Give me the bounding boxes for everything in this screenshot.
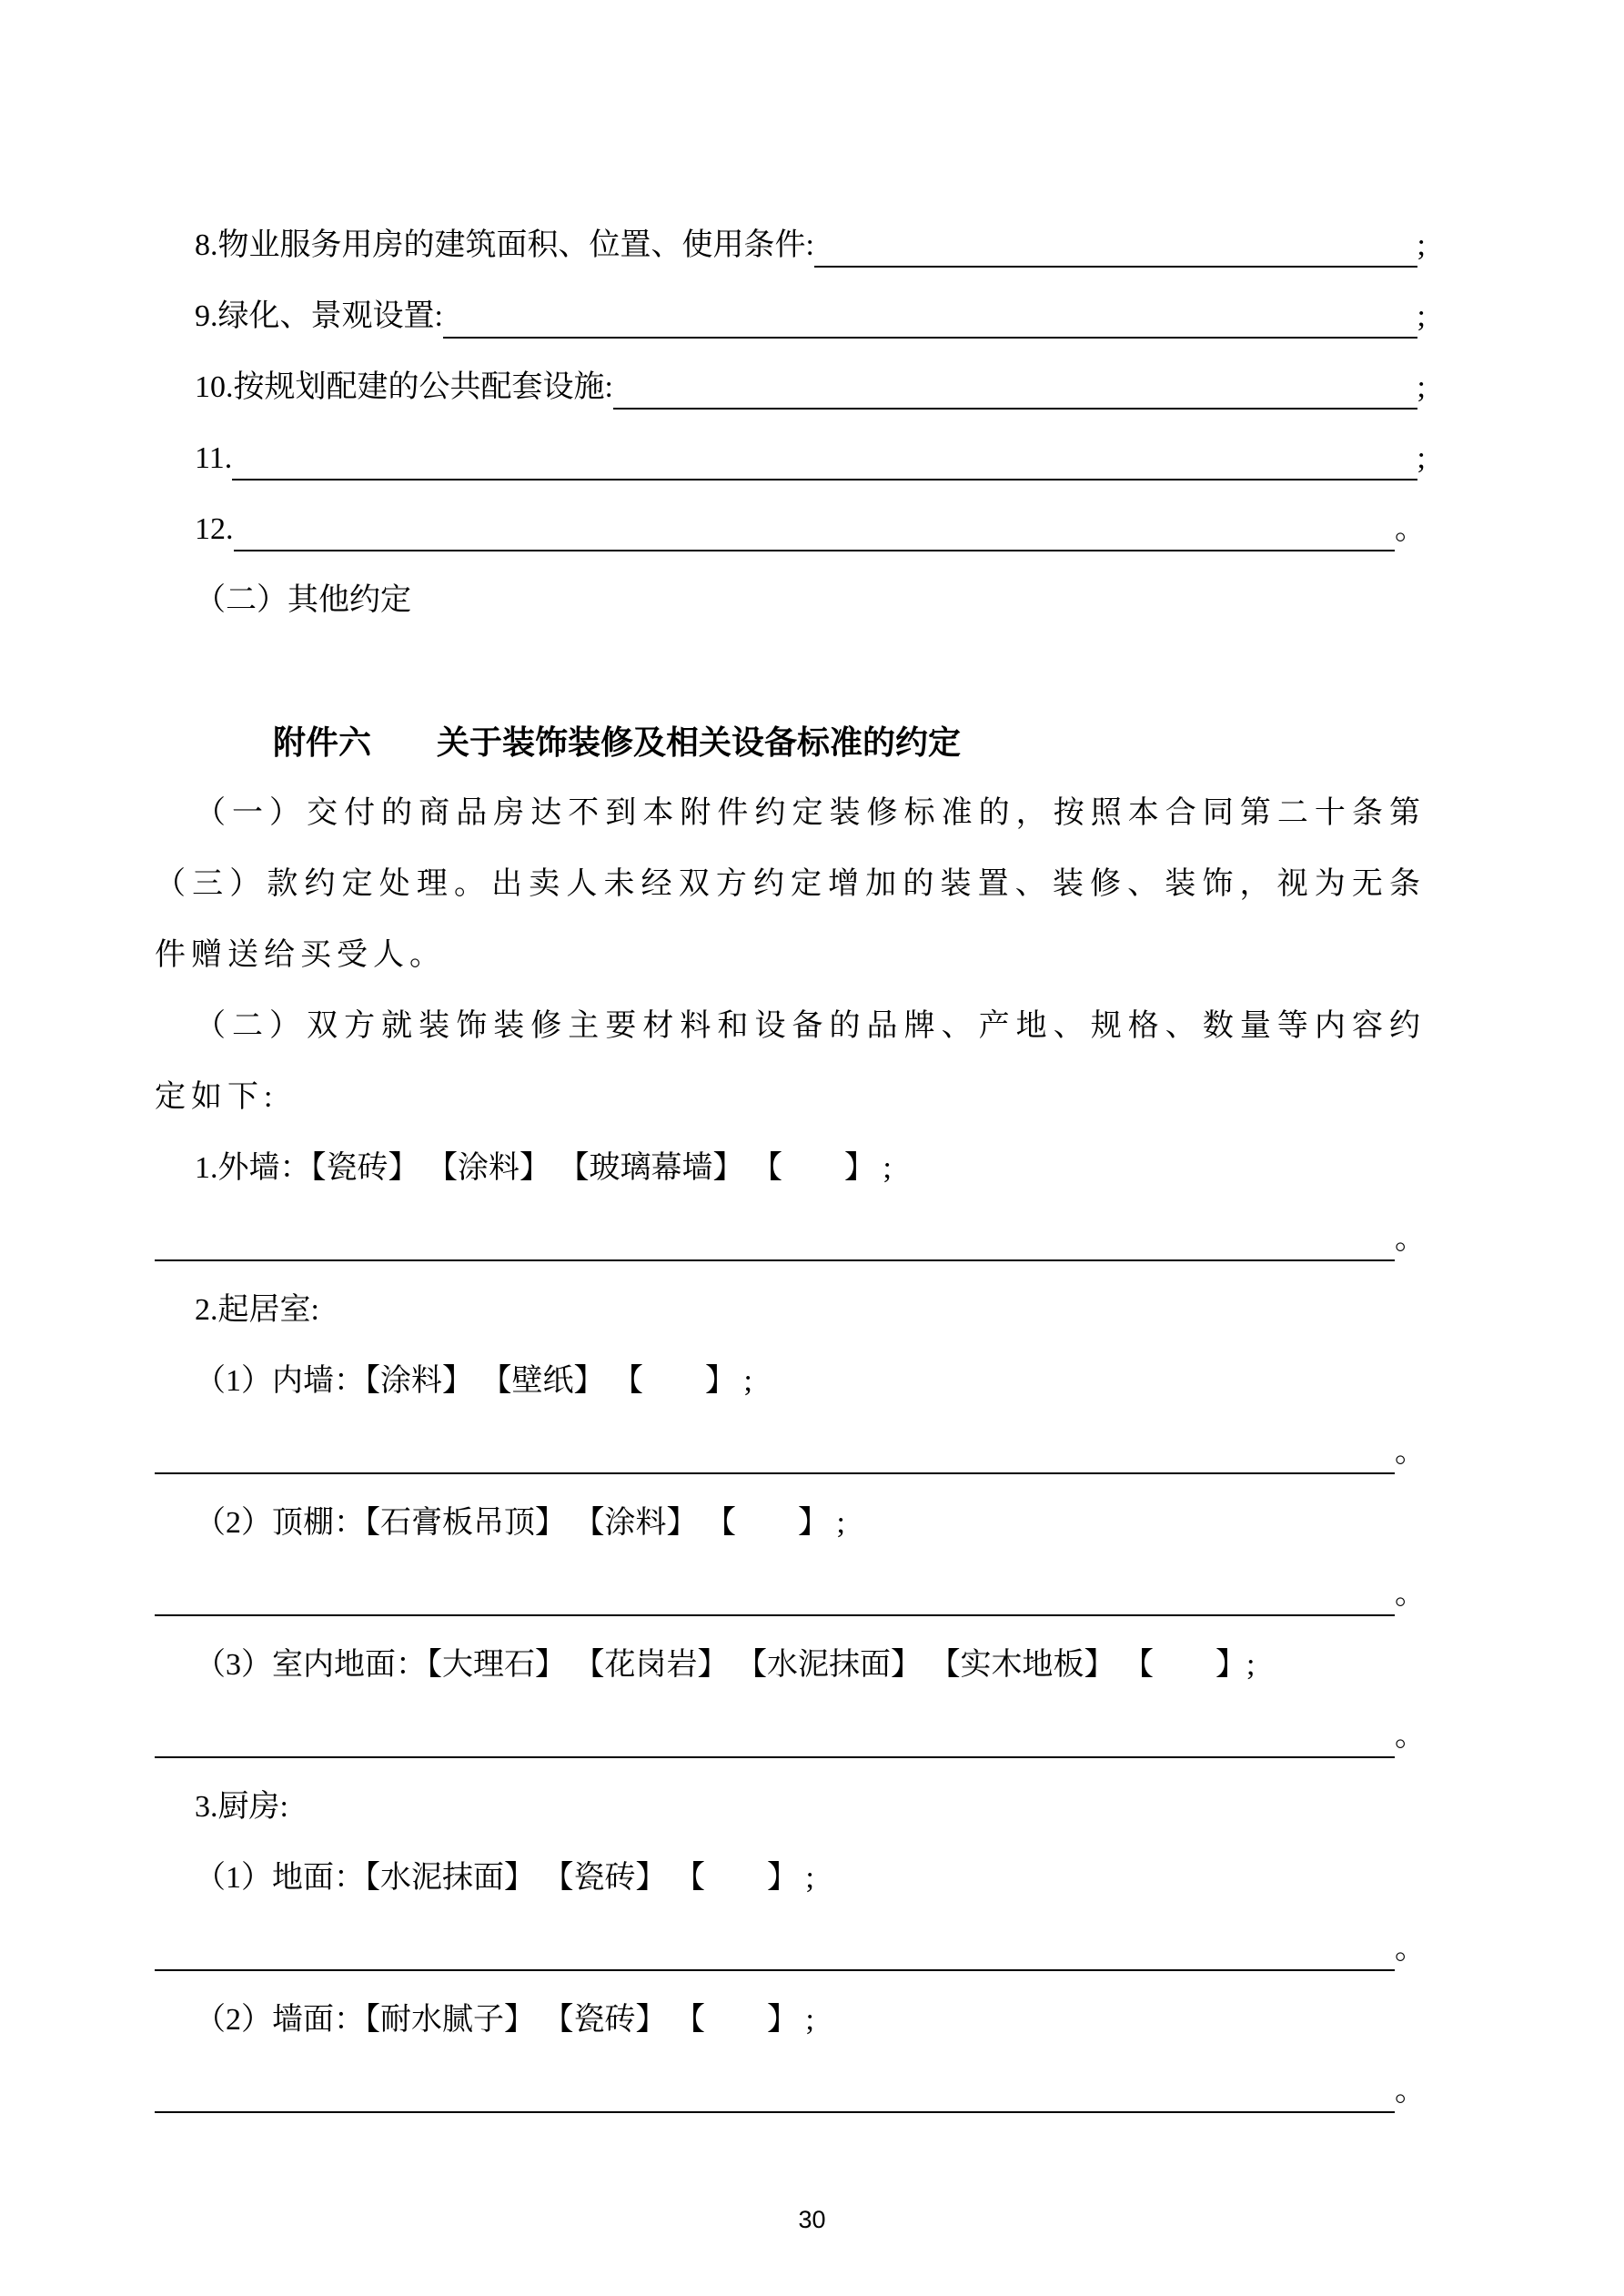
fill-item-10 (155, 352, 1426, 423)
spec-ceiling: （2）顶棚：【石膏板吊顶】 【涂料】 【 】 ; (195, 1506, 845, 1540)
fill-item-10-blank[interactable] (613, 408, 1417, 410)
spec-kitchen-floor: （1）地面：【水泥抹面】 【瓷砖】 【 】 ; (195, 1861, 814, 1895)
document-content (155, 210, 1426, 2127)
page-number: 30 (798, 2206, 826, 2233)
other-agreement-heading: （二）其他约定 (195, 583, 411, 617)
spec-exterior-wall-blank-suffix: 。 (1395, 1222, 1426, 1256)
fill-item-8-blank[interactable] (814, 266, 1417, 268)
spec-living-room: 2.起居室: (195, 1293, 319, 1327)
spec-interior-wall-blank-row (155, 1417, 1426, 1488)
spec-exterior-wall: 1.外墙：【瓷砖】 【涂料】 【玻璃幕墙】 【 】 ; (195, 1151, 892, 1185)
spec-interior-wall-blank[interactable] (155, 1472, 1395, 1474)
fill-item-8-suffix: ; (1417, 228, 1426, 262)
fill-item-9-label: 9.绿化、景观设置: (195, 299, 443, 333)
fill-item-12-suffix: 。 (1395, 512, 1426, 546)
spec-indoor-floor-blank-suffix: 。 (1395, 1719, 1426, 1753)
fill-item-8 (155, 210, 1426, 281)
spec-kitchen-floor-blank-row (155, 1914, 1426, 1985)
spec-kitchen-floor-blank-suffix: 。 (1395, 1932, 1426, 1966)
fill-item-11-label: 11. (195, 441, 233, 475)
spec-indoor-floor: （3）室内地面：【大理石】 【花岗岩】 【水泥抹面】 【实木地板】 【 】; (195, 1648, 1256, 1682)
spec-indoor-floor-blank-row (155, 1701, 1426, 1772)
spec-kitchen-wall-blank[interactable] (155, 2111, 1395, 2113)
fill-item-12-blank[interactable] (234, 550, 1396, 551)
fill-item-9 (155, 281, 1426, 352)
fill-item-10-label: 10.按规划配建的公共配套设施: (195, 370, 613, 404)
para-materials-agreement: （二）双方就装饰装修主要材料和设备的品牌、产地、规格、数量等内容约定如下: (155, 1009, 1426, 1114)
attachment-title: 附件六 关于装饰装修及相关设备标准的约定 (273, 724, 962, 761)
spec-kitchen-wall-blank-row (155, 2056, 1426, 2127)
para-delivery-standard: （一）交付的商品房达不到本附件约定装修标准的，按照本合同第二十条第（三）款约定处理。出卖人未经双方约定增加的装置、装修、装饰，视为无条件赠送给买受人。 (155, 796, 1426, 972)
spec-exterior-wall-blank-row (155, 1204, 1426, 1275)
fill-item-10-suffix: ; (1417, 370, 1426, 404)
spec-kitchen-wall-blank-suffix: 。 (1395, 2074, 1426, 2108)
spec-kitchen: 3.厨房: (195, 1790, 288, 1824)
fill-item-8-label: 8.物业服务用房的建筑面积、位置、使用条件: (195, 228, 814, 262)
spec-interior-wall-blank-suffix: 。 (1395, 1435, 1426, 1469)
spec-indoor-floor-blank[interactable] (155, 1756, 1395, 1758)
fill-item-11-blank[interactable] (232, 479, 1417, 480)
spec-kitchen-wall: （2）墙面：【耐水腻子】 【瓷砖】 【 】 ; (195, 2003, 814, 2037)
spec-interior-wall: （1）内墙：【涂料】 【壁纸】 【 】 ; (195, 1364, 752, 1398)
fill-item-11 (155, 423, 1426, 494)
fill-item-12-label: 12. (195, 512, 234, 546)
fill-item-11-suffix: ; (1417, 441, 1426, 475)
spec-exterior-wall-blank[interactable] (155, 1259, 1395, 1261)
spec-ceiling-blank-suffix: 。 (1395, 1577, 1426, 1611)
fill-item-9-suffix: ; (1417, 299, 1426, 333)
spec-ceiling-blank-row (155, 1559, 1426, 1630)
fill-item-12 (155, 494, 1426, 565)
fill-item-9-blank[interactable] (443, 337, 1417, 339)
spec-kitchen-floor-blank[interactable] (155, 1969, 1395, 1971)
spacer (155, 636, 1426, 707)
spec-ceiling-blank[interactable] (155, 1614, 1395, 1616)
